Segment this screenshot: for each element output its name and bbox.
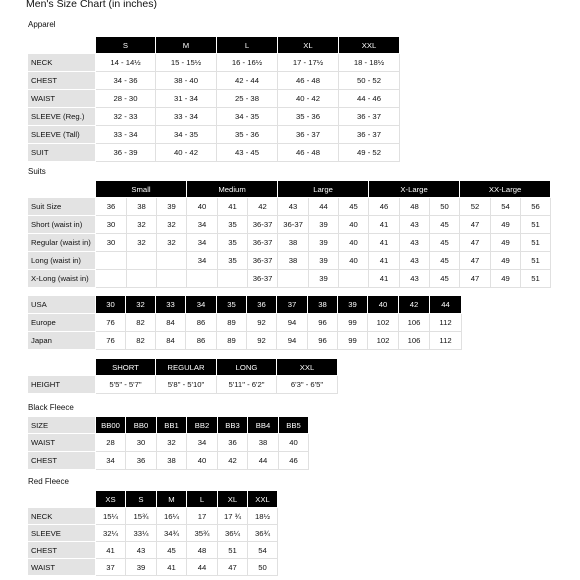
- table-cell: 15¾: [126, 508, 157, 525]
- fleece-header: BB0: [126, 417, 157, 434]
- table-cell: 25 - 38: [217, 90, 278, 108]
- table-row: [28, 525, 278, 542]
- table-cell: 40: [339, 252, 369, 270]
- table-cell: 46: [279, 452, 309, 470]
- table-cell: 36-37: [248, 252, 278, 270]
- row-label: WAIST: [28, 559, 96, 576]
- table-cell: 50: [248, 559, 278, 576]
- height-header: LONG: [217, 359, 277, 376]
- table-cell: 35: [217, 296, 247, 314]
- table-cell: 102: [368, 314, 399, 332]
- suits-group-header: X-Large: [369, 181, 460, 198]
- table-cell: 56: [521, 198, 551, 216]
- table-cell: 50: [430, 198, 460, 216]
- table-cell: 35: [218, 234, 248, 252]
- table-cell: 30: [96, 296, 126, 314]
- table-cell: 36: [247, 296, 277, 314]
- table-cell: 42: [399, 296, 430, 314]
- table-cell: 42: [218, 452, 248, 470]
- table-cell: 43 - 45: [217, 144, 278, 162]
- table-cell: 17: [187, 508, 218, 525]
- table-cell: 16¼: [157, 508, 187, 525]
- table-cell: 44 - 46: [339, 90, 400, 108]
- table-cell: 96: [308, 332, 338, 350]
- table-cell: 40: [339, 234, 369, 252]
- table-cell: 99: [338, 314, 368, 332]
- table-row: [28, 72, 400, 90]
- table-cell: 32: [157, 216, 187, 234]
- table-cell: 14 - 14½: [96, 54, 156, 72]
- table-cell: 106: [399, 332, 430, 350]
- table-cell: 36 - 37: [339, 108, 400, 126]
- section-title-apparel: Apparel: [28, 20, 56, 29]
- table-cell: 32: [127, 216, 157, 234]
- table-cell: 92: [247, 332, 277, 350]
- table-cell: 38: [248, 434, 279, 452]
- table-cell: 18½: [248, 508, 278, 525]
- row-label: Long (waist in): [28, 252, 96, 270]
- table-cell: 106: [399, 314, 430, 332]
- table-row: [28, 252, 551, 270]
- table-cell: 40 - 42: [156, 144, 217, 162]
- table-cell: 39: [309, 234, 339, 252]
- table-cell: 45: [430, 234, 460, 252]
- table-row: [28, 234, 551, 252]
- table-cell: 34¾: [157, 525, 187, 542]
- table-cell: [187, 270, 218, 288]
- table-cell: 33 - 34: [156, 108, 217, 126]
- table-cell: 89: [217, 314, 247, 332]
- table-cell: 44: [430, 296, 462, 314]
- table-cell: 34: [187, 234, 218, 252]
- table-cell: 35: [218, 252, 248, 270]
- table-cell: 99: [338, 332, 368, 350]
- table-cell: 36-37: [248, 270, 278, 288]
- apparel-header: L: [217, 37, 278, 54]
- table-cell: 40: [368, 296, 399, 314]
- table-cell: 45: [157, 542, 187, 559]
- table-cell: 39: [309, 216, 339, 234]
- row-label: SUIT: [28, 144, 96, 162]
- table-cell: 36¼: [218, 525, 248, 542]
- table-row: [28, 270, 551, 288]
- row-label: WAIST: [28, 90, 96, 108]
- table-cell: 31 - 34: [156, 90, 217, 108]
- fleece-header: BB2: [187, 417, 218, 434]
- fleece-header: XXL: [248, 491, 278, 508]
- table-row: [28, 434, 309, 452]
- table-row: [28, 559, 278, 576]
- table-cell: 47: [460, 270, 491, 288]
- apparel-header: S: [96, 37, 156, 54]
- row-label: WAIST: [28, 434, 96, 452]
- table-cell: 34 - 35: [217, 108, 278, 126]
- height-header: XXL: [277, 359, 338, 376]
- table-cell: 76: [96, 332, 126, 350]
- row-label: CHEST: [28, 72, 96, 90]
- table-cell: 54: [491, 198, 521, 216]
- table-cell: 34: [187, 216, 218, 234]
- row-label: USA: [28, 296, 96, 314]
- table-cell: 41: [369, 216, 400, 234]
- table-cell: [96, 252, 127, 270]
- row-label: HEIGHT: [28, 376, 96, 394]
- suits-group-header: Large: [278, 181, 369, 198]
- table-cell: 46: [369, 198, 400, 216]
- table-cell: 48: [187, 542, 218, 559]
- table-cell: 36-37: [278, 216, 309, 234]
- table-cell: 39: [309, 270, 339, 288]
- suits-group-header: Small: [96, 181, 187, 198]
- table-cell: [96, 270, 127, 288]
- table-cell: 46 - 48: [278, 72, 339, 90]
- apparel-header: XXL: [339, 37, 400, 54]
- table-cell: 36 - 37: [278, 126, 339, 144]
- table-cell: 33 - 34: [96, 126, 156, 144]
- table-row: [28, 198, 551, 216]
- table-cell: 36¾: [248, 525, 278, 542]
- table-cell: 30: [96, 234, 127, 252]
- table-cell: 5'8" - 5'10": [156, 376, 217, 394]
- table-cell: 28: [96, 434, 126, 452]
- table-cell: 36: [126, 452, 157, 470]
- table-cell: 44: [309, 198, 339, 216]
- table-cell: 28 - 30: [96, 90, 156, 108]
- table-cell: 36-37: [248, 216, 278, 234]
- table-cell: [339, 270, 369, 288]
- table-cell: 86: [186, 314, 217, 332]
- table-cell: [127, 252, 157, 270]
- table-row: [28, 108, 400, 126]
- table-cell: 49: [491, 270, 521, 288]
- table-cell: 94: [277, 314, 308, 332]
- table-cell: 41: [369, 234, 400, 252]
- table-cell: 44: [248, 452, 279, 470]
- table-cell: 16 - 16½: [217, 54, 278, 72]
- table-cell: 49: [491, 252, 521, 270]
- table-cell: 36: [218, 434, 248, 452]
- fleece-header: BB3: [218, 417, 248, 434]
- table-cell: 76: [96, 314, 126, 332]
- fleece-header: XS: [96, 491, 126, 508]
- table-cell: 41: [96, 542, 126, 559]
- table-cell: 15¼: [96, 508, 126, 525]
- fleece-header: BB1: [157, 417, 187, 434]
- table-cell: 35 - 36: [278, 108, 339, 126]
- table-cell: 45: [430, 216, 460, 234]
- table-cell: 39: [338, 296, 368, 314]
- table-cell: 49: [491, 234, 521, 252]
- table-cell: 36-37: [248, 234, 278, 252]
- table-cell: 32: [157, 434, 187, 452]
- row-label: NECK: [28, 508, 96, 525]
- table-cell: 39: [309, 252, 339, 270]
- conversion-table: [28, 296, 462, 350]
- table-cell: 30: [96, 216, 127, 234]
- table-row: [28, 296, 462, 314]
- table-cell: 84: [156, 314, 186, 332]
- row-label: SLEEVE (Tall): [28, 126, 96, 144]
- table-cell: 45: [339, 198, 369, 216]
- table-cell: 51: [218, 542, 248, 559]
- table-cell: 17 ¾: [218, 508, 248, 525]
- table-row: [28, 216, 551, 234]
- table-cell: 33: [156, 296, 186, 314]
- row-label: CHEST: [28, 452, 96, 470]
- table-cell: 39: [157, 198, 187, 216]
- table-cell: 47: [460, 252, 491, 270]
- page-title: Men's Size Chart (in inches): [26, 0, 157, 10]
- table-cell: 43: [278, 198, 309, 216]
- table-cell: 15 - 15½: [156, 54, 217, 72]
- table-cell: 38: [127, 198, 157, 216]
- table-cell: 89: [217, 332, 247, 350]
- table-cell: 38: [157, 452, 187, 470]
- table-row: [28, 314, 462, 332]
- table-cell: [157, 252, 187, 270]
- table-cell: 36 - 37: [339, 126, 400, 144]
- table-cell: 41: [369, 270, 400, 288]
- row-label: X-Long (waist in): [28, 270, 96, 288]
- table-row: [28, 144, 400, 162]
- table-cell: 6'3" - 6'5": [277, 376, 338, 394]
- section-title-black-fleece: Black Fleece: [28, 403, 74, 412]
- table-cell: 5'5" - 5'7": [96, 376, 156, 394]
- table-cell: 86: [186, 332, 217, 350]
- apparel-header: M: [156, 37, 217, 54]
- suits-table: [28, 181, 551, 288]
- table-cell: 34: [96, 452, 126, 470]
- suits-group-header: Medium: [187, 181, 278, 198]
- fleece-header: XL: [218, 491, 248, 508]
- table-cell: 32 - 33: [96, 108, 156, 126]
- apparel-table: [28, 37, 400, 162]
- table-cell: 17 - 17½: [278, 54, 339, 72]
- red-fleece-table: [28, 491, 278, 576]
- height-header: SHORT: [96, 359, 156, 376]
- table-cell: 51: [521, 252, 551, 270]
- fleece-header: BB4: [248, 417, 279, 434]
- table-cell: 32¼: [96, 525, 126, 542]
- row-label: SLEEVE: [28, 525, 96, 542]
- table-cell: 40 - 42: [278, 90, 339, 108]
- table-cell: 49: [491, 216, 521, 234]
- table-cell: 41: [218, 198, 248, 216]
- table-cell: [127, 270, 157, 288]
- section-title-red-fleece: Red Fleece: [28, 477, 69, 486]
- table-cell: 51: [521, 270, 551, 288]
- table-cell: 96: [308, 314, 338, 332]
- table-cell: 43: [400, 270, 430, 288]
- row-label: Suit Size: [28, 198, 96, 216]
- table-cell: 40: [339, 216, 369, 234]
- fleece-header: M: [157, 491, 187, 508]
- apparel-header: XL: [278, 37, 339, 54]
- table-cell: 94: [277, 332, 308, 350]
- table-cell: 35¾: [187, 525, 218, 542]
- table-cell: 40: [279, 434, 309, 452]
- table-row: [28, 376, 338, 394]
- height-table: [28, 359, 338, 394]
- table-cell: 47: [460, 234, 491, 252]
- table-cell: 34 - 36: [96, 72, 156, 90]
- table-cell: 34 - 35: [156, 126, 217, 144]
- table-cell: 82: [126, 314, 156, 332]
- table-cell: 45: [430, 270, 460, 288]
- section-title-suits: Suits: [28, 167, 46, 176]
- table-row: [28, 452, 309, 470]
- table-cell: 92: [247, 314, 277, 332]
- table-row: [28, 508, 278, 525]
- table-cell: 49 - 52: [339, 144, 400, 162]
- table-cell: 34: [186, 296, 217, 314]
- table-cell: 32: [126, 296, 156, 314]
- table-cell: 43: [126, 542, 157, 559]
- fleece-header: BB00: [96, 417, 126, 434]
- table-cell: 45: [430, 252, 460, 270]
- row-label: Regular (waist in): [28, 234, 96, 252]
- table-cell: [157, 270, 187, 288]
- table-cell: 43: [400, 234, 430, 252]
- table-cell: 43: [400, 252, 430, 270]
- table-row: [28, 90, 400, 108]
- table-cell: 5'11" - 6'2": [217, 376, 277, 394]
- row-label: NECK: [28, 54, 96, 72]
- table-cell: 44: [187, 559, 218, 576]
- suits-group-header: XX-Large: [460, 181, 551, 198]
- table-cell: 33¼: [126, 525, 157, 542]
- row-label: CHEST: [28, 542, 96, 559]
- table-cell: 35 - 36: [217, 126, 278, 144]
- table-cell: 32: [157, 234, 187, 252]
- row-label: SLEEVE (Reg.): [28, 108, 96, 126]
- table-cell: 30: [126, 434, 157, 452]
- fleece-header: BB5: [279, 417, 309, 434]
- table-cell: 36 - 39: [96, 144, 156, 162]
- table-cell: 52: [460, 198, 491, 216]
- table-cell: 34: [187, 434, 218, 452]
- table-cell: 47: [218, 559, 248, 576]
- table-cell: 112: [430, 332, 462, 350]
- table-row: [28, 332, 462, 350]
- fleece-header: L: [187, 491, 218, 508]
- table-cell: 36: [96, 198, 127, 216]
- table-cell: 42: [248, 198, 278, 216]
- table-cell: 38: [308, 296, 338, 314]
- row-label: Japan: [28, 332, 96, 350]
- table-cell: 112: [430, 314, 462, 332]
- table-cell: 38 - 40: [156, 72, 217, 90]
- table-cell: 39: [126, 559, 157, 576]
- table-cell: 35: [218, 216, 248, 234]
- table-cell: [278, 270, 309, 288]
- table-cell: 34: [187, 252, 218, 270]
- table-cell: 43: [400, 216, 430, 234]
- table-cell: [218, 270, 248, 288]
- table-cell: 82: [126, 332, 156, 350]
- table-cell: 37: [277, 296, 308, 314]
- black-fleece-table: [28, 417, 309, 470]
- height-header: REGULAR: [156, 359, 217, 376]
- table-row: [28, 54, 400, 72]
- table-row: [28, 126, 400, 144]
- table-cell: 18 - 18½: [339, 54, 400, 72]
- table-cell: 40: [187, 452, 218, 470]
- row-label: Europe: [28, 314, 96, 332]
- table-cell: 37: [96, 559, 126, 576]
- table-cell: 51: [521, 234, 551, 252]
- table-cell: 41: [369, 252, 400, 270]
- table-cell: 41: [157, 559, 187, 576]
- table-cell: 47: [460, 216, 491, 234]
- table-cell: 38: [278, 234, 309, 252]
- table-cell: 46 - 48: [278, 144, 339, 162]
- table-cell: 42 - 44: [217, 72, 278, 90]
- table-cell: 38: [278, 252, 309, 270]
- table-cell: 102: [368, 332, 399, 350]
- table-cell: 40: [187, 198, 218, 216]
- row-label: Short (waist in): [28, 216, 96, 234]
- table-cell: 48: [400, 198, 430, 216]
- table-row: [28, 542, 278, 559]
- fleece-header: S: [126, 491, 157, 508]
- table-cell: 51: [521, 216, 551, 234]
- table-cell: 84: [156, 332, 186, 350]
- table-cell: 32: [127, 234, 157, 252]
- table-cell: 54: [248, 542, 278, 559]
- row-label: SIZE: [28, 417, 96, 434]
- table-cell: 50 - 52: [339, 72, 400, 90]
